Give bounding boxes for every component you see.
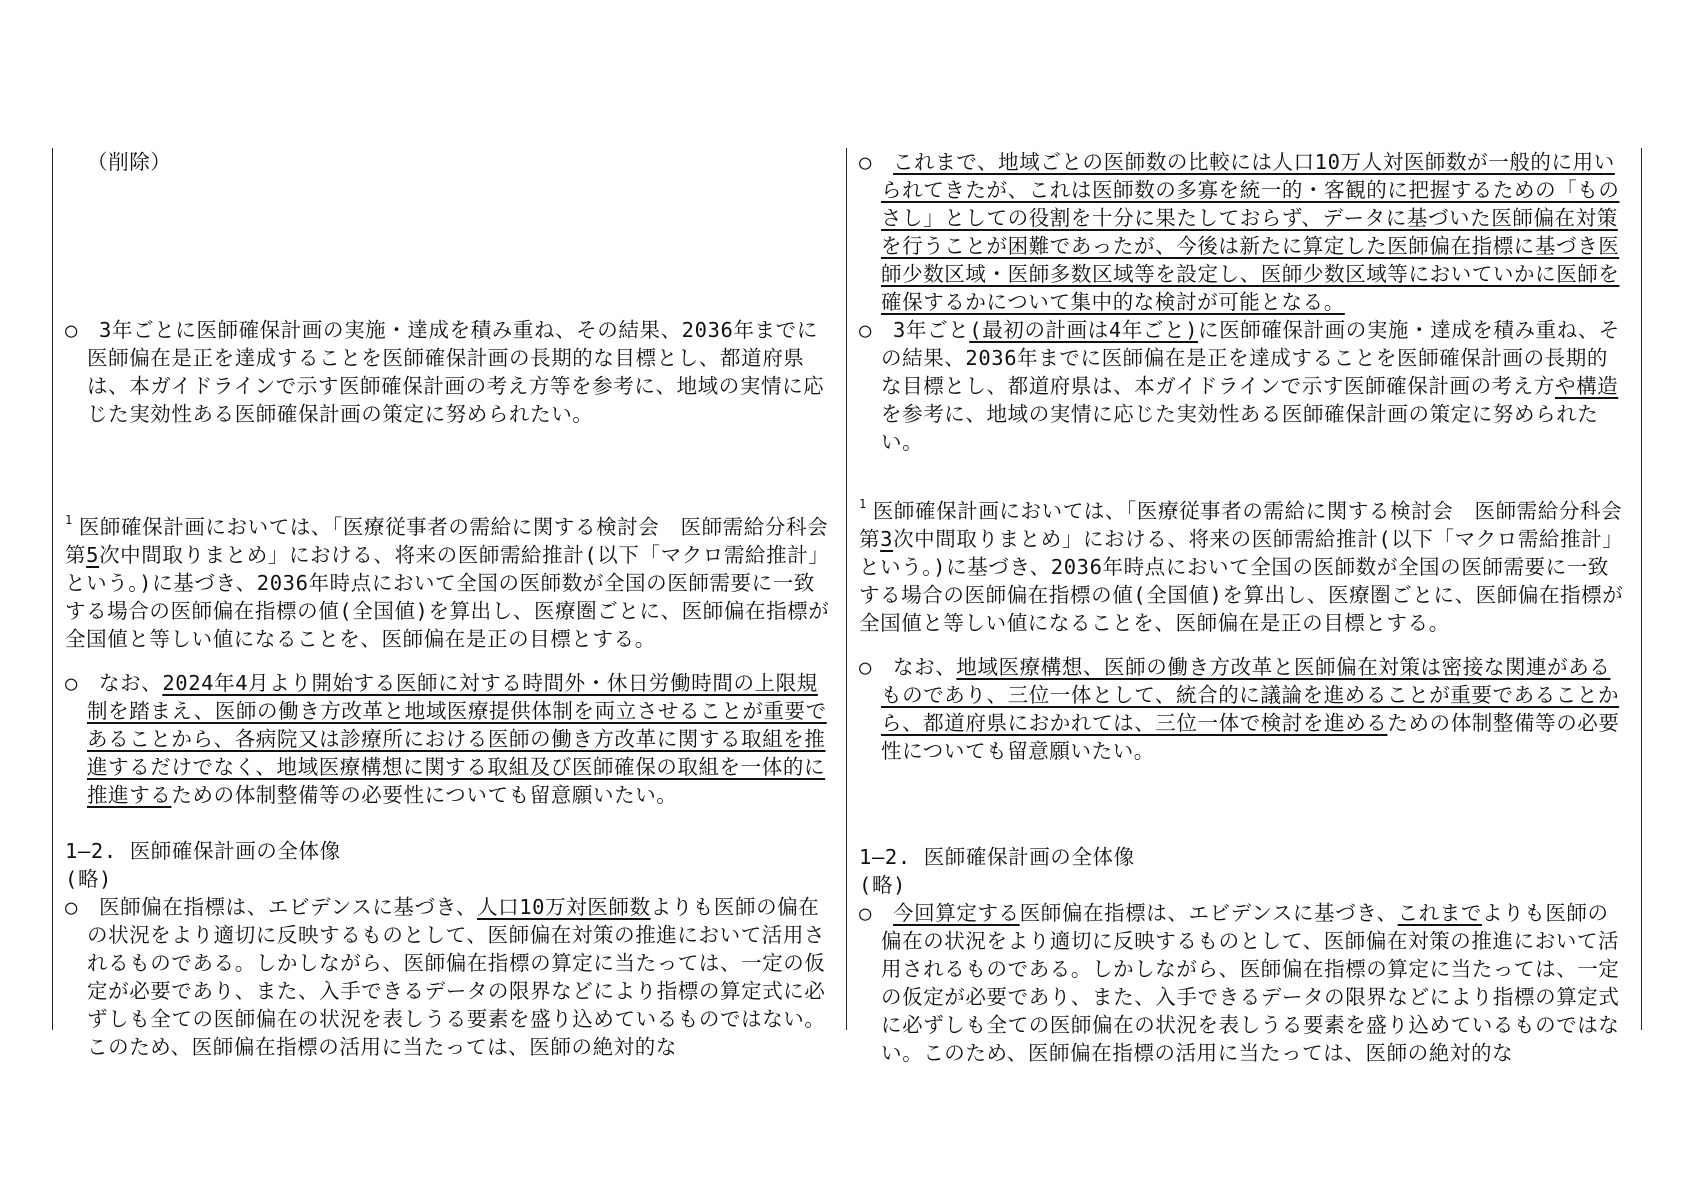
comparison-table — [52, 148, 1644, 1065]
right-column-new — [847, 148, 1644, 1065]
footnote: $^1$ 医師確保計画においては、「医療従事者の需給に関する検討会 医師需給分科会 第3次中間取りまとめ」における、将来の医師需給推計(以下「マクロ需給推計」という。)に基づき、2036年時点において全国の医師数が全国の医師需要に一致する場合の医師偏在指標の値(全国値)を算出し、医療圏ごとに、医師偏在指標が全国値と等しい値になることを、医師偏在是正の目標とする。 — [859, 497, 1644, 635]
trinity-paragraph: ○ なお、地域医療構想、医師の働き方改革と医師偏在対策は密接な関連があるものであり、三位一体として、統合的に議論を進めることが重要であることから、都道府県におかれては、三位一体で検討を進めるための体制整備等の必要性についても留意願いたい。 — [859, 655, 1620, 763]
target-paragraph: ○ 3年ごと(最初の計画は4年ごと)に医師確保計画の実施・達成を積み重ね、その結果、2036年までに医師偏在是正を達成することを医師確保計画の長期的な目標とし、都道府県は、本ガイドラインで示す医師確保計画の考え方や構造を参考に、地域の実情に応じた実効性ある医師確保計画の策定に努められたい。 — [859, 318, 1621, 454]
left-column-old — [53, 148, 850, 1059]
deleted-label: （削除） — [87, 150, 172, 174]
omitted-label: (略) — [65, 867, 112, 891]
indicator-paragraph: ○ 今回算定する医師偏在指標は、エビデンスに基づき、これまでよりも医師の偏在の状況をより適切に反映するものとして、医師偏在対策の推進において活用されるものである。しかしながら、医師偏在指標の算定に当たっては、一定の仮定が必要であり、また、入手できるデータの限界などにより指標の算定式に必ずしも全ての医師偏在の状況を表しうる要素を盛り込めているものではない。このため、医師偏在指標の活用に当たっては、医師の絶対的な — [859, 901, 1620, 1065]
footnote: $^1$ 医師確保計画においては、「医療従事者の需給に関する検討会 医師需給分科会 第5次中間取りまとめ」における、将来の医師需給推計(以下「マクロ需給推計」という。)に基づき、2036年時点において全国の医師数が全国の医師需要に一致する場合の医師偏在指標の値(全国値)を算出し、医療圏ごとに、医師偏在指標が全国値と等しい値になることを、医師偏在是正の目標とする。 — [65, 513, 850, 651]
target-paragraph: ○ 3年ごとに医師確保計画の実施・達成を積み重ね、その結果、2036年までに医師偏在是正を達成することを医師確保計画の長期的な目標とし、都道府県は、本ガイドラインで示す医師確保計画の考え方等を参考に、地域の実情に応じた実効性ある医師確保計画の策定に努められたい。 — [65, 318, 825, 426]
work-reform-paragraph: ○ なお、2024年4月より開始する医師に対する時間外・休日労働時間の上限規制を踏まえ、医師の働き方改革と地域医療提供体制を両立させることが重要であることから、各病院又は診療所における医師の働き方改革に関する取組を推進するだけでなく、地域医療構想に関する取組及び医師確保の取組を一体的に推進するための体制整備等の必要性についても留意願いたい。 — [65, 671, 827, 807]
section-heading: 1―2. 医師確保計画の全体像 — [859, 845, 1135, 869]
background-paragraph: ○ これまで、地域ごとの医師数の比較には人口10万人対医師数が一般的に用いられてきたが、これは医師数の多寡を統一的・客観的に把握するための「ものさし」としての役割を十分に果たしておらず、データに基づいた医師偏在対策を行うことが困難であったが、今後は新たに算定した医師偏在指標に基づき医師少数区域・医師多数区域等を設定し、医師少数区域等においていかに医師を確保するかについて集中的な検討が可能となる。 — [859, 150, 1620, 314]
footnote-mark: 1 — [859, 497, 867, 511]
indicator-paragraph: ○ 医師偏在指標は、エビデンスに基づき、人口10万対医師数よりも医師の偏在の状況をより適切に反映するものとして、医師偏在対策の推進において活用されるものである。しかしながら、医師偏在指標の算定に当たっては、一定の仮定が必要であり、また、入手できるデータの限界などにより指標の算定式に必ずしも全ての医師偏在の状況を表しうる要素を盛り込めているものではない。このため、医師偏在指標の活用に当たっては、医師の絶対的な — [65, 895, 826, 1059]
footnote-mark: 1 — [65, 513, 73, 527]
omitted-label: (略) — [859, 873, 906, 897]
deleted-block — [65, 148, 834, 316]
section-heading: 1―2. 医師確保計画の全体像 — [65, 839, 341, 863]
